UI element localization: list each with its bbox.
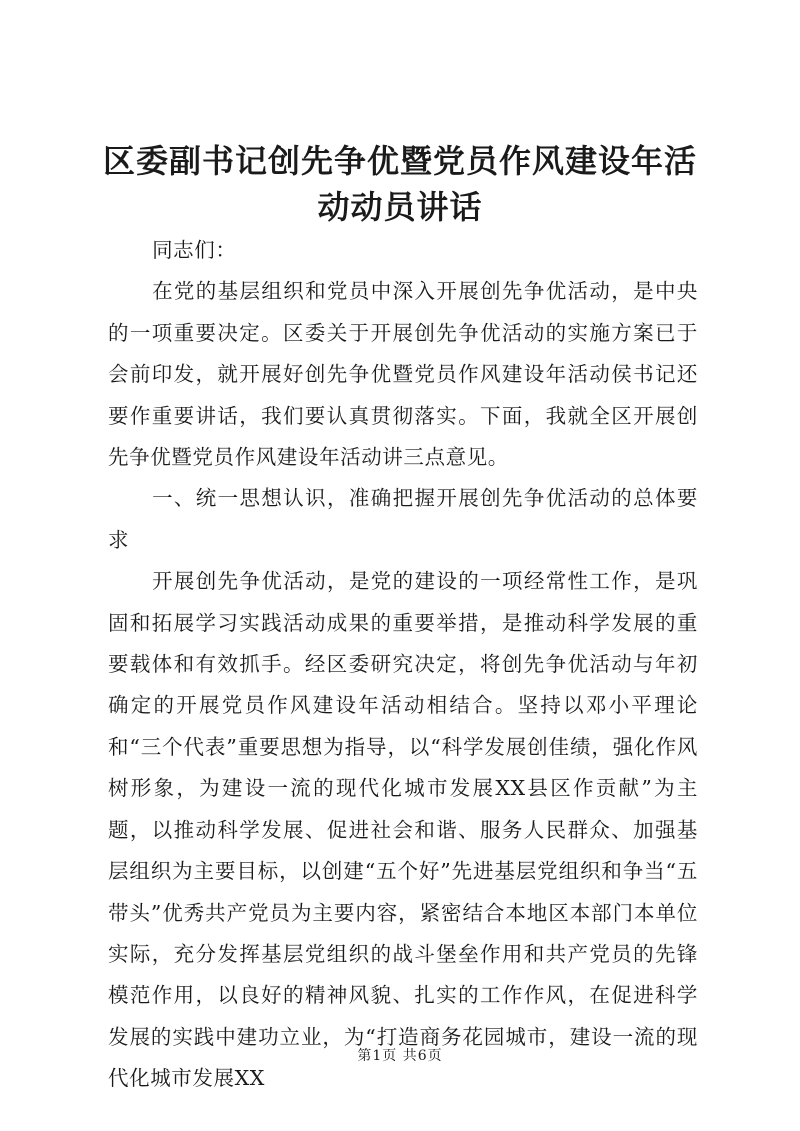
document-title: 区委副书记创先争优暨党员作风建设年活动动员讲话 <box>102 142 697 226</box>
section-heading: 一、统一思想认识，准确把握开展创先争优活动的总体要求 <box>108 486 698 552</box>
document-body <box>108 230 698 1100</box>
body-paragraph: 开展创先争优活动，是党的建设的一项经常性工作，是巩固和拓展学习实践活动成果的重要举措，是推动科学发展的重要载体和有效抓手。经区委研究决定，将创先争优活动与年初确定的开展党员作风建设年活动相结合。坚持以邓小平理论和“三个代表”重要思想为指导，以“科学发展创佳绩，强化作风树形象，为建设一流的现代化城市发展XX县区作贡献”为主题，以推动科学发展、促进社会和谐、服务人民群众、加强基层组织为主要目标，以创建“五个好”先进基层党组织和争当“五带头”优秀共产党员为主要内容，紧密结合本地区本部门本单位实际，充分发挥基层党组织的战斗堡垒作用和共产党员的先锋模范作用，以良好的精神风貌、扎实的工作作风，在促进科学发展的实践中建功立业，为“打造商务花园城市，建设一流的现代化城市发展XX <box>108 569 698 1091</box>
body-paragraph: 在党的基层组织和党员中深入开展创先争优活动，是中央的一项重要决定。区委关于开展创先争优活动的实施方案已于会前印发，就开展好创先争优暨党员作风建设年活动侯书记还要作重要讲话，我们要认真贯彻落实。下面，我就全区开展创先争优暨党员作风建设年活动讲三点意见。 <box>108 279 698 470</box>
page-number-footer: 第1页 共6页 <box>357 1048 443 1064</box>
salutation: 同志们： <box>152 238 237 262</box>
